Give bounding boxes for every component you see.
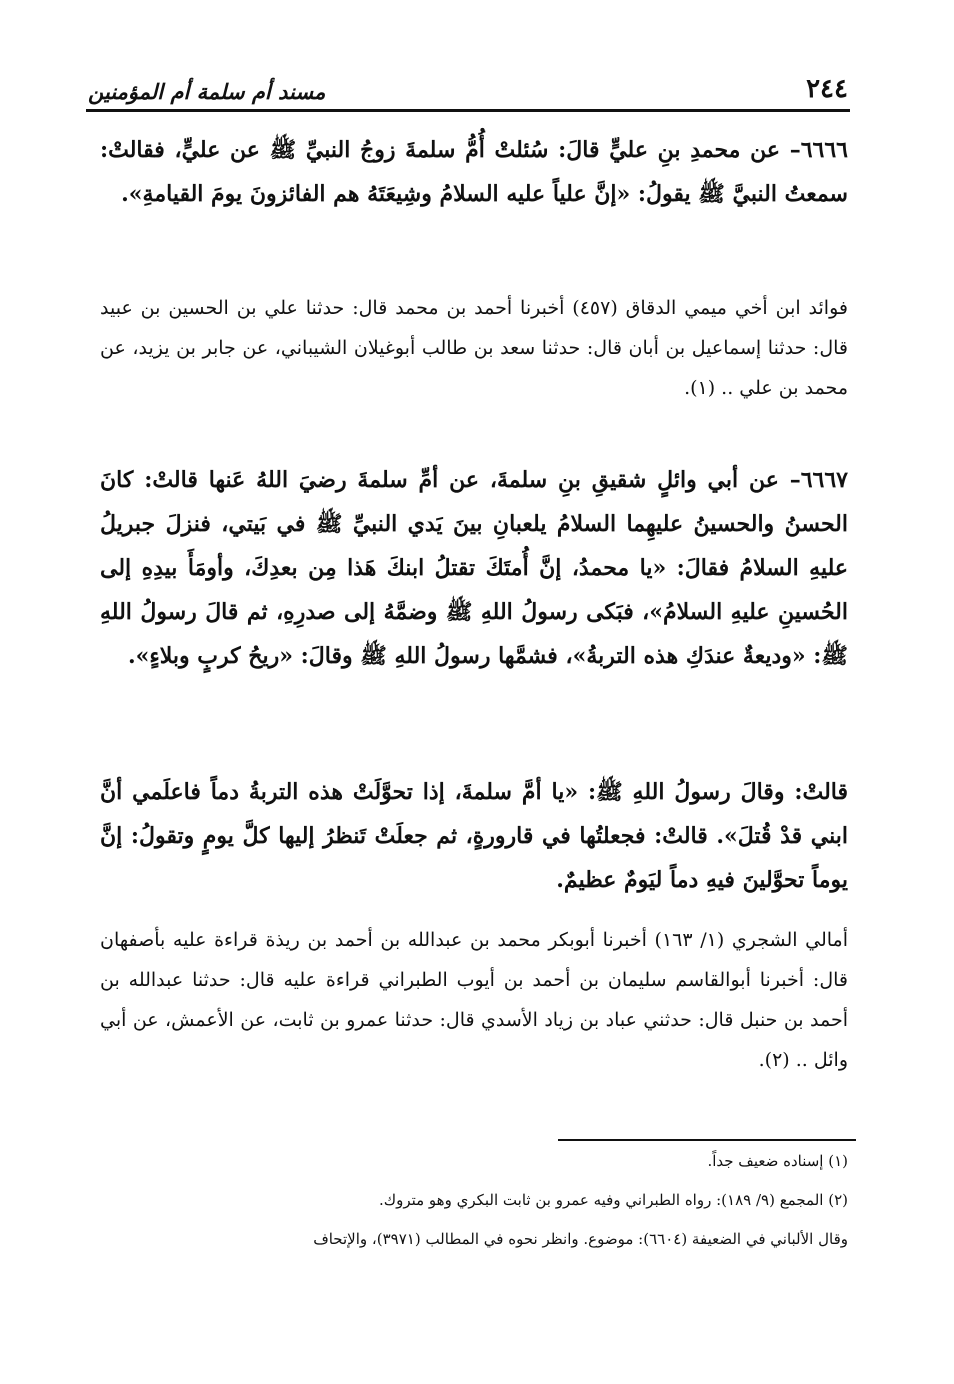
page-number: ٢٤٤ — [806, 74, 848, 104]
footnote-2-continuation: وقال الألباني في الضعيفة (٦٦٠٤): موضوع. وانظر نحوه في المطالب (٣٩٧١)، والإتحاف — [313, 1230, 848, 1248]
header-rule — [86, 109, 850, 112]
hadith-6666: ٦٦٦٦– عن محمدِ بنِ عليٍّ قالَ: سُئلتْ أُمُّ سلمةَ زوجُ النبيِّ ﷺ عن عليٍّ، فقالتْ: سمعتُ النبيَّ ﷺ يقولُ: «إنَّ علياً عليه السلامُ وشِيعَتَهُ هم الفائزونَ يومَ القيامةِ». — [100, 137, 848, 207]
page-header — [88, 64, 848, 104]
footnote-2: (٢) المجمع (٩/ ١٨٩): رواه الطبراني وفيه عمرو بن ثابت البكري وهو متروك. — [378, 1191, 848, 1209]
footnote-1: (١) إسناده ضعيف جداً. — [707, 1152, 848, 1170]
hadith-6667-continuation: قالتْ: وقالَ رسولُ اللهِ ﷺ: «يا أمَّ سلمةَ، إذا تحوَّلَتْ هذه التربةُ دماً فاعلَمي أنَّ ابني قدْ قُتلَ». قالتْ: فجعلتُها في قارورةٍ، ثم جعلَتْ تَنظرُ إليها كلَّ يومٍ وتقولُ: إنَّ يوماً تحوَّلينَ فيهِ دماً ليَومٌ عظيمٌ. — [100, 779, 848, 893]
hadith-6667: ٦٦٦٧– عن أبي وائلٍ شقيقِ بنِ سلمةَ، عن أمِّ سلمةَ رضيَ اللهُ عَنها قالتْ: كانَ الحسنُ والحسينُ عليهِما السلامُ يلعبانِ بينَ يَدي النبيِّ ﷺ في بَيتي، فنزلَ جبريلُ عليهِ السلامُ فقالَ: «يا محمدُ، إنَّ أُمتَكَ تقتلُ ابنكَ هَذا مِن بعدِكَ، وأومَأَ بيدِهِ إلى الحُسينِ عليهِ السلامُ»، فبَكى رسولُ اللهِ ﷺ وضمَّهُ إلى صدرِهِ، ثم قالَ رسولُ اللهِ ﷺ: «وديعةٌ عندَكِ هذه التربةُ»، فشمَّها رسولُ اللهِ ﷺ وقالَ: «ريحُ كربٍ وبلاءٍ». — [100, 467, 848, 669]
source-6667: أمالي الشجري (١/ ١٦٣) أخبرنا أبوبكر محمد بن عبدالله بن أحمد بن ريذة قراءة عليه بأصفهان قال: أخبرنا أبوالقاسم سليمان بن أحمد بن أيوب الطبراني قراءة عليه قال: حدثنا عبدالله بن أحمد بن حنبل قال: حدثني عباد بن زياد الأسدي قال: حدثنا عمرو بن ثابت، عن الأعمش، عن أبي وائل .. (٢). — [100, 929, 848, 1071]
footnote-rule — [558, 1139, 856, 1141]
source-6666: فوائد ابن أخي ميمي الدقاق (٤٥٧) أخبرنا أحمد بن محمد قال: حدثنا علي بن الحسين بن عبيد قال: حدثنا إسماعيل بن أبان قال: حدثنا سعد بن طالب أبوغيلان الشيباني، عن جابر بن يزيد، عن محمد بن علي .. (١). — [100, 297, 848, 399]
running-title: مسند أم سلمة أم المؤمنين — [88, 79, 326, 104]
